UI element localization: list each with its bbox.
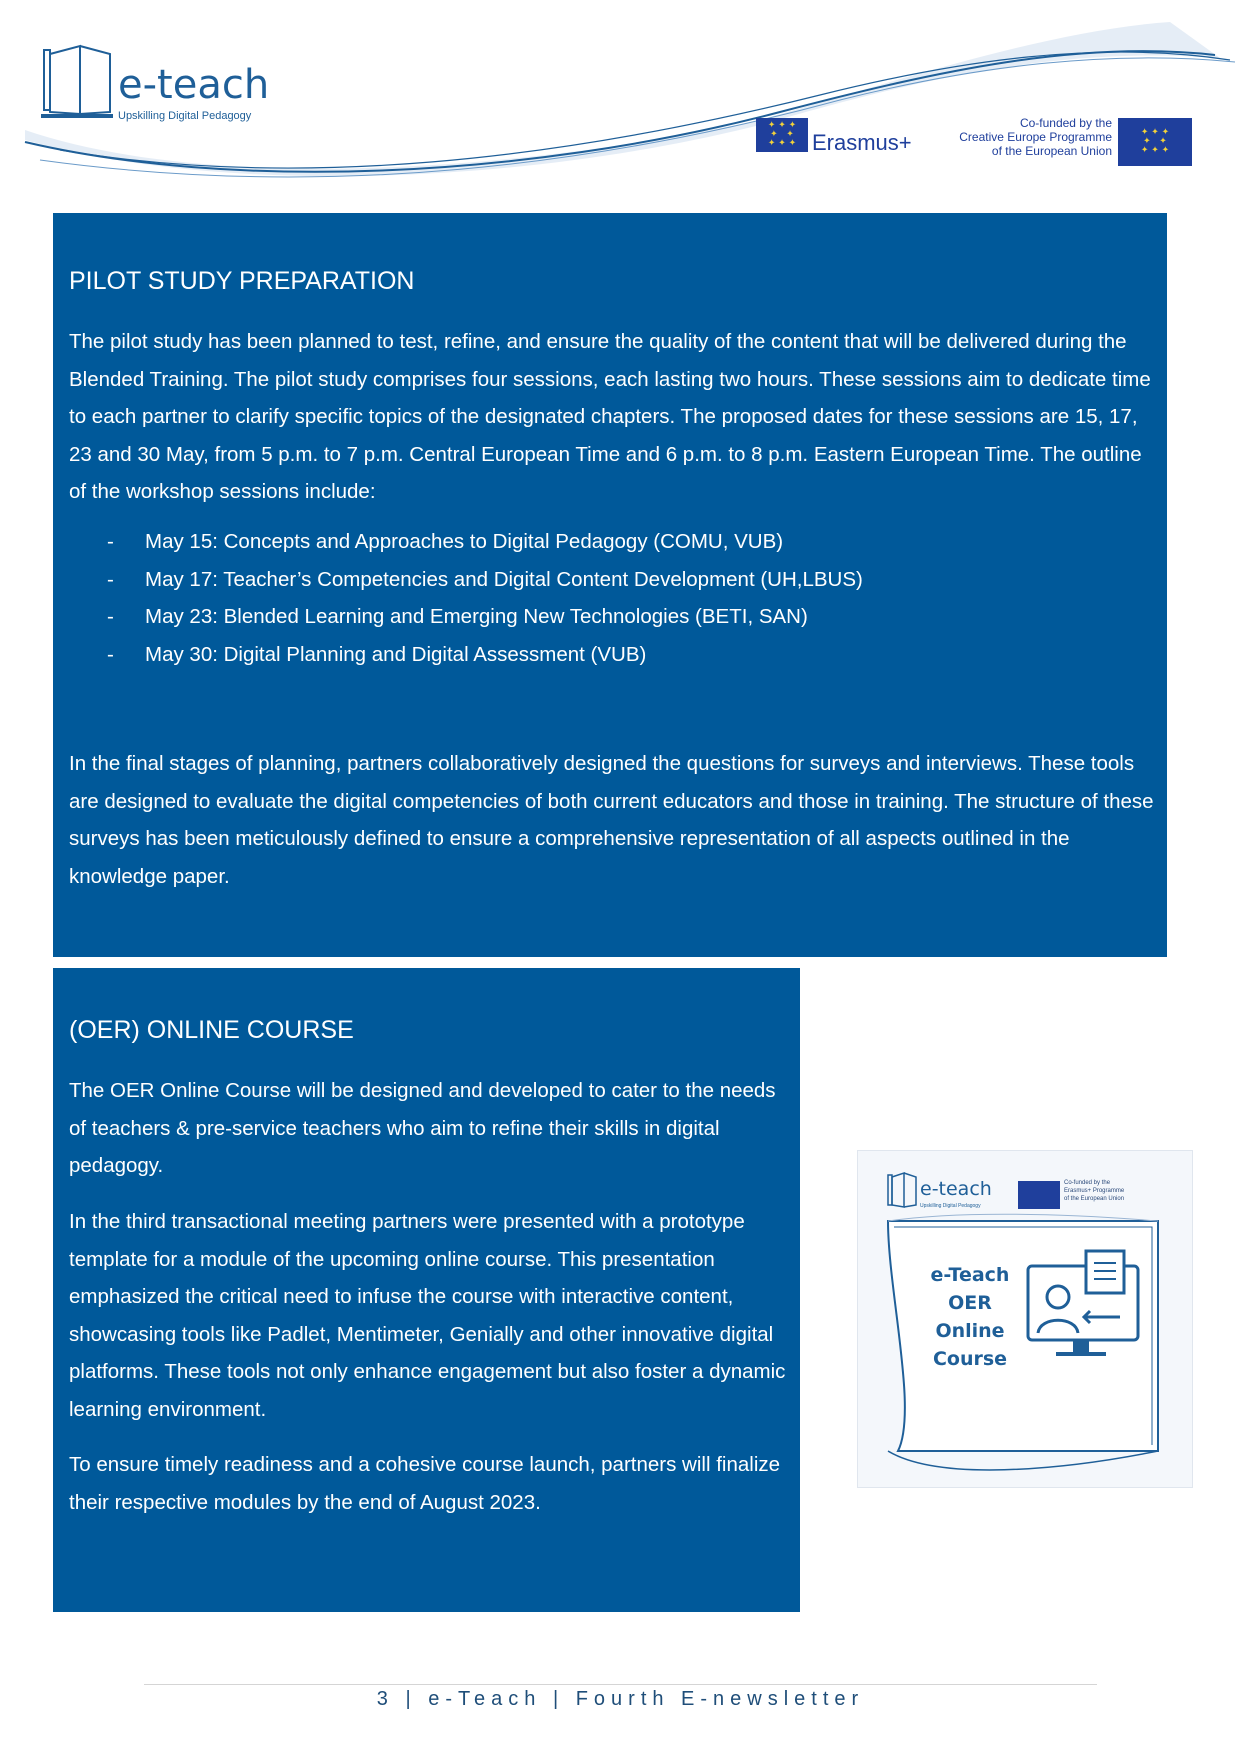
oer-paragraph: The OER Online Course will be designed and developed to cater to the needs of teachers & pre-service teachers who aim to refine their skills in digital pedagogy. (69, 1079, 776, 1177)
footer-divider (144, 1684, 1097, 1685)
page-header (0, 0, 1241, 190)
oer-title: (OER) ONLINE COURSE (69, 1016, 354, 1044)
erasmus-label: Erasmus+ (812, 130, 912, 155)
eu-flag-icon: ✦ ✦ ✦ ✦ ✦ ✦ ✦ ✦ (1118, 118, 1192, 166)
oer-course-image (857, 1150, 1193, 1488)
list-item: - May 23: Blended Learning and Emerging New Technologies (BETI, SAN) (53, 598, 1153, 636)
bullet-dash: - (107, 530, 114, 553)
bullet-dash: - (107, 567, 114, 591)
oer-paragraph: To ensure timely readiness and a cohesive course launch, partners will finalize their respective modules by the end of August 2023. (69, 1453, 781, 1514)
oer-paragraph: In the third transactional meeting partners were presented with a prototype template for a module of the upcoming online course. This presentation emphasized the critical need to infuse the course with interactive content, showcasing tools like Padlet, Mentimeter, Genially and other innovative digital platforms. These tools not only enhance engagement but also foster a dynamic learning environment. (69, 1210, 786, 1421)
oer-logo-title: e-teach (920, 1178, 992, 1200)
oer-course-panel (53, 968, 800, 1612)
pilot-closing: In the final stages of planning, partners collaboratively designed the questions for surveys and interviews. These tools are designed to evaluate the digital competencies of both current educators and those in training. The structure of these surveys has been meticulously defined to ensure a comprehensive representation of all aspects outlined in the knowledge paper. (69, 752, 1154, 888)
eu-flag-icon (1018, 1181, 1060, 1209)
logo-title: e-teach (118, 62, 270, 108)
book-logo-icon (38, 42, 118, 132)
logo-subtitle: Upskilling Digital Pedagogy (118, 110, 252, 122)
pilot-study-panel (53, 213, 1167, 957)
list-item: - May 15: Concepts and Approaches to Digital Pedagogy (COMU, VUB) (53, 523, 1153, 561)
eu-flag-icon: ✦ ✦ ✦ ✦ ✦ ✦ ✦ ✦ (756, 118, 808, 152)
book-logo-icon (888, 1173, 916, 1207)
list-item: - May 17: Teacher’s Competencies and Digital Content Development (UH,LBUS) (53, 561, 1153, 599)
page-footer: 3 | e-Teach | Fourth E-newsletter (376, 1688, 865, 1710)
pilot-title: PILOT STUDY PREPARATION (69, 267, 415, 295)
oer-cofunded-text: Co-funded by the Erasmus+ Programme of the European Union (1064, 1180, 1125, 1202)
bullet-dash: - (107, 605, 114, 628)
list-item: - May 30: Digital Planning and Digital Assessment (VUB) (53, 636, 1153, 674)
cofunded-text: Co-funded by the Creative Europe Programme of the European Union (959, 116, 1112, 158)
session-list (53, 523, 1153, 673)
bullet-dash: - (107, 642, 114, 666)
pilot-intro: The pilot study has been planned to test, refine, and ensure the quality of the content that will be delivered during the Blended Training. The pilot study comprises four sessions, each lasting two hours. These sessions aim to dedicate time to each partner to clarify specific topics of the designated chapters. The proposed dates for these sessions are 15, 17, 23 and 30 May, from 5 p.m. to 7 p.m. Central European Time and 6 p.m. to 8 p.m. Eastern European Time. The outline of the workshop sessions include: (69, 330, 1151, 503)
oer-logo-subtitle: Upskilling Digital Pedagogy (920, 1203, 981, 1209)
oer-caption: e-Teach OER Online Course (930, 1264, 1010, 1370)
